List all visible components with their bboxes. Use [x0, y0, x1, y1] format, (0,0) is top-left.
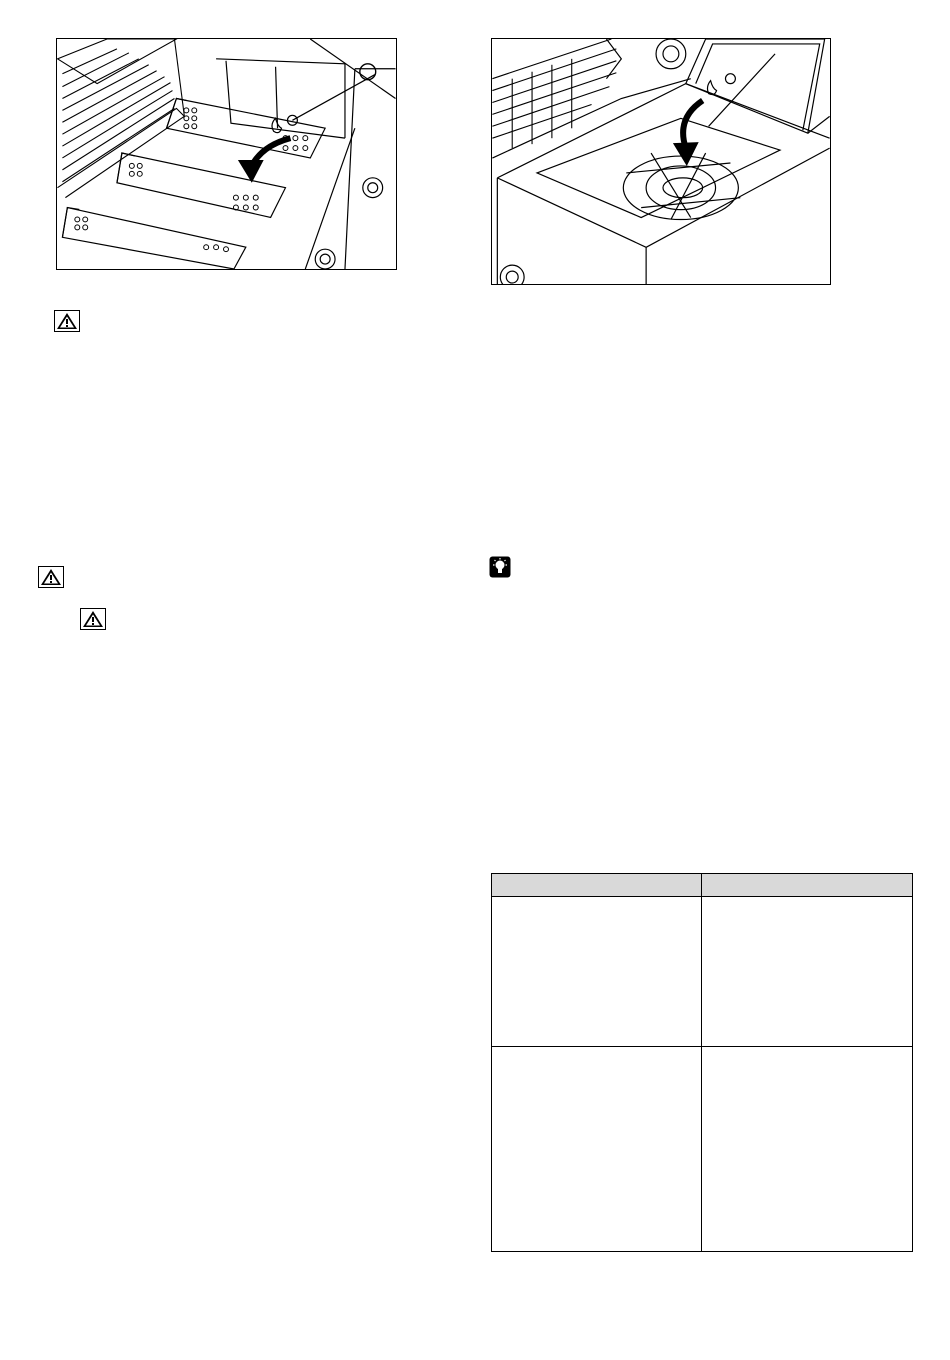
table-cell — [702, 897, 913, 1047]
figure-side-burner-ignition — [491, 38, 831, 285]
warning-triangle-icon — [80, 608, 106, 630]
cooking-grate — [57, 39, 184, 198]
warning-triangle-icon — [38, 566, 64, 588]
table-cell — [492, 897, 702, 1047]
heat-tents — [62, 98, 325, 269]
table-header-cell — [492, 874, 702, 897]
table-header-cell — [702, 874, 913, 897]
troubleshooting-table — [491, 873, 913, 1252]
table-cell — [492, 1047, 702, 1252]
figure-heat-tents-ignition — [56, 38, 397, 270]
table-row — [492, 1047, 913, 1252]
table-row — [492, 897, 913, 1047]
warning-triangle-icon — [54, 310, 80, 332]
table-header-row — [492, 874, 913, 897]
lightbulb-tip-icon — [489, 556, 511, 578]
table-cell — [702, 1047, 913, 1252]
